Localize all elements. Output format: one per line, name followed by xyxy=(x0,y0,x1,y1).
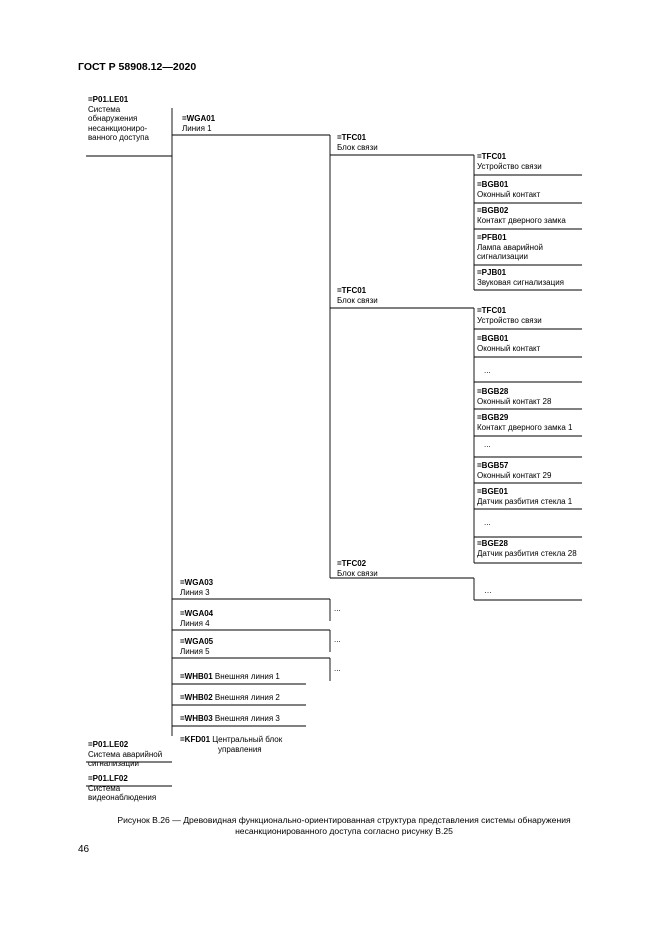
node-code: =P01.LE01 xyxy=(88,95,129,104)
device-node xyxy=(477,387,551,406)
node-label: Устройство связи xyxy=(477,161,542,171)
device-node xyxy=(477,461,551,480)
device-node xyxy=(477,268,564,287)
node-label: Датчик разбития стекла 1 xyxy=(477,496,573,506)
node-code: =TFC02 xyxy=(337,559,367,568)
node-label: Датчик разбития стекла 28 xyxy=(477,548,577,558)
node-code: =WGA05 xyxy=(180,637,214,646)
device-node xyxy=(477,180,540,199)
block-node xyxy=(337,286,378,305)
line-node xyxy=(180,609,213,628)
node-code: =BGE28 xyxy=(477,539,508,548)
node-label: Система xyxy=(88,104,121,114)
node-code: =BGB01 xyxy=(477,180,509,189)
node-code: =PFB01 xyxy=(477,233,507,242)
node-label: Линия 1 xyxy=(182,123,212,133)
external-line-node xyxy=(180,714,280,724)
figure-caption xyxy=(78,815,610,837)
device-node xyxy=(477,306,542,325)
node-label: Устройство связи xyxy=(477,315,542,325)
node-code: =BGB02 xyxy=(477,206,509,215)
node-label: Линия 4 xyxy=(180,618,210,628)
ellipsis: ... xyxy=(334,635,341,644)
caption-line: несанкционированного доступа согласно рисунку В.25 xyxy=(235,826,453,836)
page-number: 46 xyxy=(78,844,90,855)
node-label: Оконный контакт xyxy=(477,343,541,353)
central-unit-node xyxy=(180,735,282,754)
node-code: =WHB02 xyxy=(180,693,213,702)
device-node xyxy=(477,539,577,558)
node-label: обнаружения xyxy=(88,114,138,124)
node-label: Внешняя линия 3 xyxy=(214,714,280,723)
node-label: ванного доступа xyxy=(88,133,149,143)
device-node xyxy=(477,334,540,353)
external-line-node xyxy=(180,693,280,703)
node-label: Система аварийной xyxy=(88,749,163,759)
ellipsis: ... xyxy=(484,440,491,449)
node-label: Блок связи xyxy=(337,142,378,152)
node-label: сигнализации xyxy=(477,252,529,262)
node-label: несанкциониро- xyxy=(88,123,148,133)
node-label: Блок связи xyxy=(337,295,378,305)
node-code: =BGB29 xyxy=(477,413,509,422)
node-label: Контакт дверного замка xyxy=(477,215,566,225)
external-line-node xyxy=(180,672,280,682)
node-label: Система xyxy=(88,783,121,793)
node-code: =WGA04 xyxy=(180,609,214,618)
node-code: =TFC01 xyxy=(477,152,507,161)
node-label: Линия 3 xyxy=(180,587,210,597)
node-label: видеонаблюдения xyxy=(88,793,157,803)
device-node xyxy=(477,206,566,225)
node-code: =TFC01 xyxy=(337,286,367,295)
node-code: =TFC01 xyxy=(337,133,367,142)
block-node xyxy=(337,559,378,578)
ellipsis: ... xyxy=(334,604,341,613)
line-node xyxy=(180,578,213,597)
ellipsis: … xyxy=(484,586,492,595)
node-code: =WHB03 xyxy=(180,714,213,723)
device-node xyxy=(477,152,542,171)
node-code: =BGE01 xyxy=(477,487,508,496)
system-node xyxy=(88,740,162,769)
node-code: =WGA01 xyxy=(182,114,216,123)
device-node xyxy=(477,233,543,262)
node-code: =WHB01 xyxy=(180,672,213,681)
node-label: Лампа аварийной xyxy=(477,242,543,252)
node-label: Линия 5 xyxy=(180,646,210,656)
node-label: Контакт дверного замка 1 xyxy=(477,422,573,432)
node-label: Внешняя линия 2 xyxy=(214,693,280,702)
node-label: Оконный контакт 28 xyxy=(477,396,552,406)
node-code: =P01.LF02 xyxy=(88,774,128,783)
caption-line: Рисунок В.26 — Древовидная функционально-ориентированная структура представления системы обнаружения xyxy=(117,815,571,825)
node-label: Блок связи xyxy=(337,568,378,578)
ellipsis: ... xyxy=(334,664,341,673)
node-label: Звуковая сигнализация xyxy=(477,277,564,287)
device-node xyxy=(477,413,572,432)
node-label: Внешняя линия 1 xyxy=(214,672,280,681)
node-code: =BGB57 xyxy=(477,461,509,470)
node-code: =BGB28 xyxy=(477,387,509,396)
line-node xyxy=(180,637,213,656)
node-code: =PJB01 xyxy=(477,268,507,277)
node-label: сигнализации xyxy=(88,759,140,769)
node-code: =TFC01 xyxy=(477,306,507,315)
node-code: =P01.LE02 xyxy=(88,740,129,749)
node-code: =WGA03 xyxy=(180,578,214,587)
node-label: Оконный контакт xyxy=(477,189,541,199)
system-node xyxy=(88,774,156,803)
device-node xyxy=(477,487,572,506)
node-code: =BGB01 xyxy=(477,334,509,343)
ellipsis: ... xyxy=(484,518,491,527)
node-label: Центральный блок xyxy=(212,735,283,744)
line-node xyxy=(182,114,215,133)
node-label: Оконный контакт 29 xyxy=(477,470,552,480)
ellipsis: ... xyxy=(484,366,491,375)
node-code: =KFD01 xyxy=(180,735,211,744)
document-header: ГОСТ Р 58908.12—2020 xyxy=(78,61,197,73)
node-label: управления xyxy=(218,744,262,754)
root-node xyxy=(88,95,149,143)
block-node xyxy=(337,133,378,152)
